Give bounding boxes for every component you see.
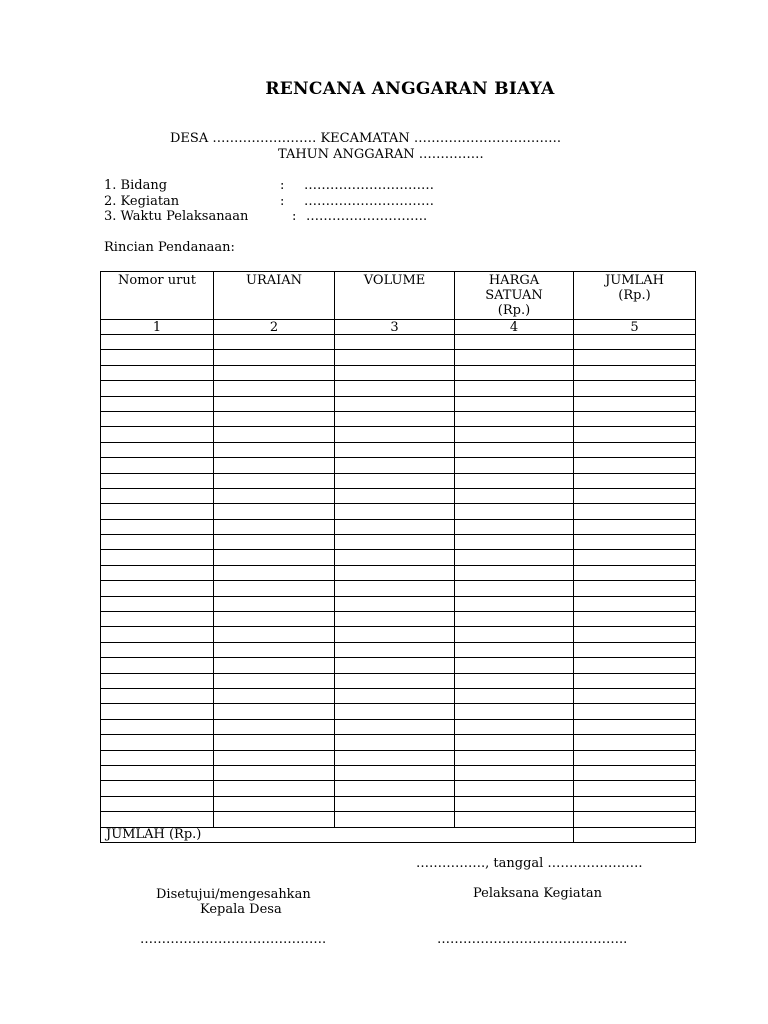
table-cell [101,812,214,827]
table-cell [574,781,696,796]
table-cell [455,458,574,473]
table-cell [101,581,214,596]
table-cell [101,427,214,442]
table-cell [455,812,574,827]
table-cell [455,704,574,719]
table-cell [574,673,696,688]
table-cell [574,627,696,642]
table-cell [574,735,696,750]
table-cell [455,442,574,457]
table-cell [101,735,214,750]
table-header-row [101,272,696,320]
table-cell [335,365,455,380]
header-volume: VOLUME [335,272,455,320]
table-cell [455,673,574,688]
table-cell [214,781,335,796]
table-row [101,458,696,473]
pelaksana-signature-line: …………………………………….. [437,932,628,947]
table-cell [574,335,696,350]
table-cell [574,473,696,488]
table-cell [101,765,214,780]
table-row [101,612,696,627]
table-cell [214,427,335,442]
tahun-anggaran-line: TAHUN ANGGARAN …………… [278,147,484,162]
table-row [101,535,696,550]
table-row [101,812,696,827]
table-cell [574,581,696,596]
table-cell [214,442,335,457]
table-cell [455,750,574,765]
table-cell [214,535,335,550]
table-cell [214,812,335,827]
table-cell [574,488,696,503]
table-row [101,735,696,750]
table-cell [335,504,455,519]
table-cell [455,550,574,565]
table-cell [101,335,214,350]
table-cell [335,796,455,811]
table-cell [574,750,696,765]
total-value-cell [574,827,696,842]
table-cell [574,596,696,611]
table-cell [214,550,335,565]
table-cell [214,396,335,411]
table-cell [574,381,696,396]
table-cell [574,504,696,519]
table-cell [335,688,455,703]
table-cell [574,642,696,657]
table-row [101,719,696,734]
table-row [101,704,696,719]
table-cell [214,565,335,580]
table-cell [335,473,455,488]
table-cell [455,427,574,442]
table-row [101,550,696,565]
table-row [101,411,696,426]
table-cell [214,750,335,765]
table-cell [214,350,335,365]
table-cell [101,550,214,565]
info-item-waktu-dots: ………………………. [306,209,428,224]
table-cell [335,719,455,734]
table-cell [214,411,335,426]
table-cell [455,796,574,811]
table-cell [574,396,696,411]
table-cell [335,673,455,688]
table-row [101,658,696,673]
table-cell [574,458,696,473]
table-cell [335,765,455,780]
table-cell [335,612,455,627]
table-row [101,581,696,596]
table-cell [214,504,335,519]
table-cell [574,612,696,627]
column-number: 2 [214,320,335,335]
table-row [101,396,696,411]
table-cell [574,535,696,550]
info-item-bidang-dots: ………………………… [304,178,434,193]
table-cell [214,458,335,473]
table-row [101,442,696,457]
desa-kecamatan-line: DESA …………………… KECAMATAN ……………………………. [170,131,561,146]
table-cell [335,642,455,657]
table-cell [455,381,574,396]
table-cell [101,488,214,503]
table-cell [214,688,335,703]
table-cell [101,627,214,642]
table-cell [455,688,574,703]
table-row [101,627,696,642]
table-cell [214,627,335,642]
table-cell [101,688,214,703]
table-cell [335,596,455,611]
table-cell [455,350,574,365]
table-cell [214,765,335,780]
table-cell [214,735,335,750]
table-cell [214,796,335,811]
table-cell [455,612,574,627]
table-cell [214,381,335,396]
table-cell [101,396,214,411]
table-cell [335,781,455,796]
table-cell [335,704,455,719]
table-cell [335,396,455,411]
kepala-desa-signature-line: ……………………………………. [140,932,327,947]
table-cell [455,765,574,780]
column-number-row [101,320,696,335]
table-cell [574,427,696,442]
table-cell [455,335,574,350]
table-cell [455,396,574,411]
table-cell [214,673,335,688]
table-cell [101,504,214,519]
table-cell [574,365,696,380]
table-cell [335,427,455,442]
table-row [101,381,696,396]
table-cell [335,519,455,534]
table-cell [335,458,455,473]
page-title: RENCANA ANGGARAN BIAYA [265,79,555,99]
approval-title: Disetujui/mengesahkan [156,887,311,902]
header-nomor-urut: Nomor urut [101,272,214,320]
table-cell [335,411,455,426]
table-row [101,335,696,350]
table-cell [455,411,574,426]
table-cell [335,565,455,580]
table-cell [214,612,335,627]
table-row [101,565,696,580]
table-cell [101,658,214,673]
table-cell [335,658,455,673]
table-cell [335,488,455,503]
info-item-bidang-colon: : [280,178,285,193]
table-cell [574,350,696,365]
table-cell [335,812,455,827]
table-row [101,427,696,442]
table-cell [455,488,574,503]
table-cell [214,488,335,503]
place-date-line: ……………., tanggal …………………. [416,856,643,871]
table-cell [455,642,574,657]
table-cell [214,704,335,719]
table-cell [455,535,574,550]
table-cell [214,596,335,611]
table-row [101,673,696,688]
header-uraian: URAIAN [214,272,335,320]
total-row [101,827,696,842]
table-cell [335,442,455,457]
table-cell [455,627,574,642]
table-cell [335,350,455,365]
table-row [101,750,696,765]
table-cell [455,781,574,796]
table-cell [455,581,574,596]
table-cell [214,365,335,380]
table-cell [101,796,214,811]
table-cell [101,350,214,365]
info-item-waktu-colon: : [292,209,297,224]
table-cell [101,473,214,488]
table-cell [214,473,335,488]
table-cell [574,765,696,780]
table-cell [214,642,335,657]
table-cell [574,565,696,580]
info-item-kegiatan-label: 2. Kegiatan [104,194,180,209]
table-cell [574,550,696,565]
table-row [101,504,696,519]
table-cell [101,704,214,719]
table-cell [455,565,574,580]
table-cell [335,381,455,396]
table-cell [101,642,214,657]
info-item-waktu-label: 3. Waktu Pelaksanaan [104,209,249,224]
info-item-kegiatan-colon: : [280,194,285,209]
table-row [101,688,696,703]
budget-table [100,271,696,843]
table-row [101,365,696,380]
table-cell [101,612,214,627]
table-cell [455,596,574,611]
table-cell [455,719,574,734]
table-cell [574,688,696,703]
table-cell [101,596,214,611]
table-row [101,350,696,365]
column-number: 5 [574,320,696,335]
table-row [101,473,696,488]
table-cell [574,719,696,734]
rincian-label: Rincian Pendanaan: [104,240,235,255]
info-item-bidang-label: 1. Bidang [104,178,168,193]
table-row [101,519,696,534]
table-row [101,488,696,503]
table-cell [335,735,455,750]
table-row [101,781,696,796]
table-cell [335,550,455,565]
table-cell [574,411,696,426]
table-row [101,765,696,780]
kepala-desa-title: Kepala Desa [200,902,282,917]
table-cell [574,796,696,811]
table-cell [335,627,455,642]
column-number: 1 [101,320,214,335]
table-row [101,596,696,611]
table-cell [574,812,696,827]
table-cell [335,581,455,596]
table-cell [214,335,335,350]
table-cell [455,658,574,673]
table-cell [101,719,214,734]
pelaksana-title: Pelaksana Kegiatan [473,886,602,901]
table-cell [455,365,574,380]
table-row [101,642,696,657]
table-cell [574,442,696,457]
table-cell [574,704,696,719]
table-cell [101,381,214,396]
table-cell [455,473,574,488]
table-row [101,796,696,811]
table-cell [455,735,574,750]
info-item-kegiatan-dots: ………………………… [304,194,434,209]
table-cell [214,658,335,673]
column-number: 4 [455,320,574,335]
table-cell [574,519,696,534]
table-cell [214,519,335,534]
table-cell [455,504,574,519]
table-cell [101,565,214,580]
table-cell [101,519,214,534]
table-cell [101,442,214,457]
table-cell [101,750,214,765]
table-cell [335,335,455,350]
table-cell [214,581,335,596]
table-cell [214,719,335,734]
table-cell [101,458,214,473]
header-jumlah: JUMLAH (Rp.) [574,272,696,320]
total-label: JUMLAH (Rp.) [101,827,574,842]
header-harga-satuan: HARGA SATUAN (Rp.) [455,272,574,320]
table-cell [101,365,214,380]
table-cell [574,658,696,673]
table-cell [335,750,455,765]
table-cell [101,781,214,796]
table-cell [455,519,574,534]
table-cell [335,535,455,550]
column-number: 3 [335,320,455,335]
table-cell [101,535,214,550]
table-cell [101,673,214,688]
table-cell [101,411,214,426]
